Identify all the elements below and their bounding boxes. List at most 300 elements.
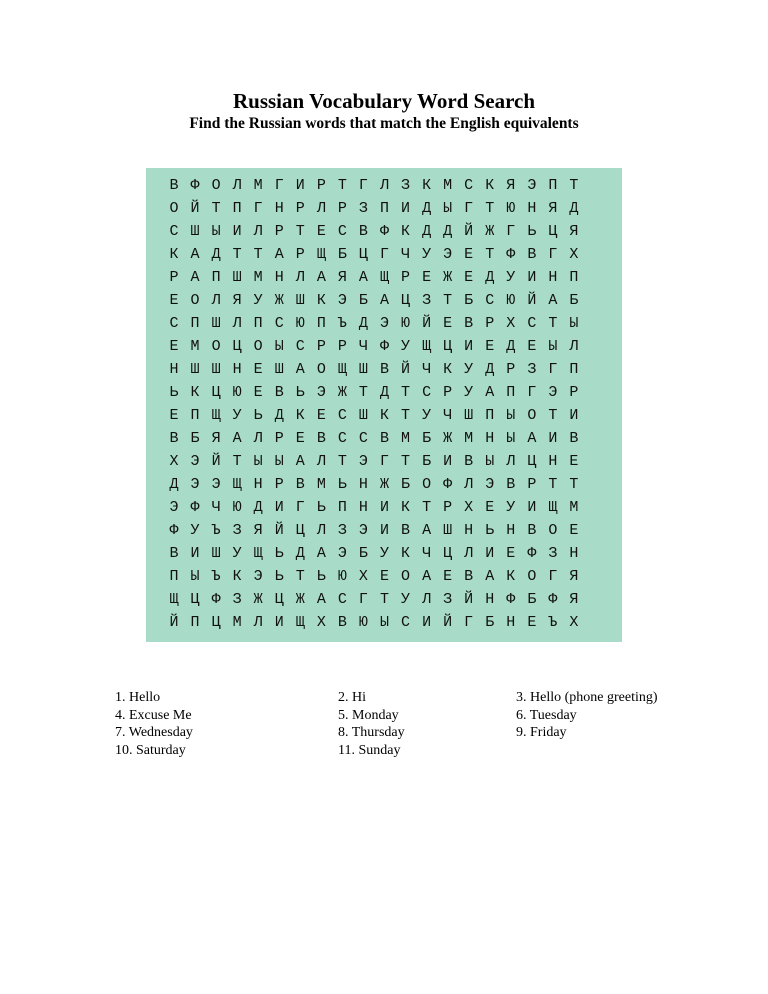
grid-letter[interactable]: Ф <box>548 591 558 608</box>
grid-letter[interactable]: Ч <box>422 361 432 378</box>
grid-letter[interactable]: Р <box>485 315 495 332</box>
grid-letter[interactable]: С <box>527 315 537 332</box>
grid-letter[interactable]: П <box>211 269 221 286</box>
grid-letter[interactable]: Б <box>190 430 200 447</box>
grid-letter[interactable]: Я <box>232 292 242 309</box>
grid-letter[interactable]: Ю <box>358 614 368 631</box>
grid-letter[interactable]: В <box>169 177 179 194</box>
grid-letter[interactable]: Т <box>569 177 579 194</box>
grid-letter[interactable]: Д <box>485 269 495 286</box>
grid-letter[interactable]: И <box>464 338 474 355</box>
grid-letter[interactable]: У <box>401 338 411 355</box>
grid-letter[interactable]: Л <box>232 177 242 194</box>
grid-letter[interactable]: Э <box>169 499 179 516</box>
grid-letter[interactable]: Л <box>464 476 474 493</box>
grid-letter[interactable]: Ч <box>401 246 411 263</box>
grid-letter[interactable]: Б <box>422 453 432 470</box>
grid-letter[interactable]: С <box>169 315 179 332</box>
grid-letter[interactable]: Ф <box>506 591 516 608</box>
grid-letter[interactable]: Л <box>253 614 263 631</box>
grid-letter[interactable]: И <box>443 453 453 470</box>
grid-letter[interactable]: Ь <box>527 223 537 240</box>
grid-letter[interactable]: С <box>169 223 179 240</box>
grid-letter[interactable]: Е <box>169 292 179 309</box>
grid-letter[interactable]: А <box>190 246 200 263</box>
grid-letter[interactable]: А <box>422 522 432 539</box>
grid-letter[interactable]: Й <box>169 614 179 631</box>
grid-letter[interactable]: К <box>169 246 179 263</box>
grid-letter[interactable]: Я <box>211 430 221 447</box>
grid-letter[interactable]: Э <box>337 292 347 309</box>
grid-letter[interactable]: Ф <box>211 591 221 608</box>
grid-letter[interactable]: Т <box>337 453 347 470</box>
grid-letter[interactable]: Ф <box>379 338 389 355</box>
grid-letter[interactable]: Т <box>295 223 305 240</box>
grid-letter[interactable]: К <box>232 568 242 585</box>
grid-letter[interactable]: Г <box>274 177 284 194</box>
grid-letter[interactable]: Д <box>274 407 284 424</box>
grid-letter[interactable]: Э <box>443 246 453 263</box>
grid-letter[interactable]: С <box>337 223 347 240</box>
grid-letter[interactable]: В <box>379 430 389 447</box>
grid-letter[interactable]: Д <box>506 338 516 355</box>
grid-letter[interactable]: Э <box>211 476 221 493</box>
grid-letter[interactable]: Э <box>190 453 200 470</box>
grid-letter[interactable]: Ц <box>211 384 221 401</box>
grid-letter[interactable]: Т <box>401 384 411 401</box>
grid-letter[interactable]: Т <box>379 591 389 608</box>
grid-letter[interactable]: Э <box>190 476 200 493</box>
grid-letter[interactable]: О <box>316 361 326 378</box>
grid-letter[interactable]: Х <box>569 614 579 631</box>
grid-letter[interactable]: С <box>274 315 284 332</box>
grid-letter[interactable]: Й <box>443 614 453 631</box>
grid-letter[interactable]: Б <box>358 292 368 309</box>
grid-letter[interactable]: В <box>316 430 326 447</box>
grid-letter[interactable]: Н <box>464 522 474 539</box>
grid-letter[interactable]: Щ <box>232 476 242 493</box>
grid-letter[interactable]: Ь <box>253 407 263 424</box>
grid-letter[interactable]: Ж <box>274 292 284 309</box>
grid-letter[interactable]: А <box>316 545 326 562</box>
grid-letter[interactable]: Т <box>548 315 558 332</box>
grid-letter[interactable]: Ц <box>443 545 453 562</box>
grid-letter[interactable]: Й <box>422 315 432 332</box>
grid-letter[interactable]: С <box>295 338 305 355</box>
grid-letter[interactable]: Е <box>485 499 495 516</box>
grid-letter[interactable]: Ь <box>485 522 495 539</box>
grid-letter[interactable]: И <box>190 545 200 562</box>
grid-letter[interactable]: Я <box>548 200 558 217</box>
grid-letter[interactable]: Л <box>295 269 305 286</box>
grid-letter[interactable]: Й <box>527 292 537 309</box>
grid-letter[interactable]: А <box>295 361 305 378</box>
grid-letter[interactable]: Э <box>527 177 537 194</box>
grid-letter[interactable]: Р <box>295 200 305 217</box>
grid-letter[interactable]: О <box>169 200 179 217</box>
grid-letter[interactable]: П <box>253 315 263 332</box>
grid-letter[interactable]: И <box>274 614 284 631</box>
grid-letter[interactable]: В <box>464 568 474 585</box>
grid-letter[interactable]: Т <box>422 499 432 516</box>
grid-letter[interactable]: П <box>506 384 516 401</box>
grid-letter[interactable]: Ц <box>232 338 242 355</box>
grid-letter[interactable]: Т <box>485 200 495 217</box>
grid-letter[interactable]: Л <box>506 453 516 470</box>
grid-letter[interactable]: Э <box>358 453 368 470</box>
grid-letter[interactable]: Ч <box>443 407 453 424</box>
grid-letter[interactable]: Л <box>211 292 221 309</box>
grid-letter[interactable]: М <box>253 177 263 194</box>
grid-letter[interactable]: Т <box>548 476 558 493</box>
grid-letter[interactable]: Ж <box>443 430 453 447</box>
grid-letter[interactable]: М <box>190 338 200 355</box>
grid-letter[interactable]: Ш <box>211 361 221 378</box>
grid-letter[interactable]: Щ <box>379 269 389 286</box>
grid-letter[interactable]: Б <box>569 292 579 309</box>
grid-letter[interactable]: Р <box>274 476 284 493</box>
grid-letter[interactable]: У <box>464 361 474 378</box>
grid-letter[interactable]: Й <box>274 522 284 539</box>
grid-letter[interactable]: Ь <box>337 476 347 493</box>
grid-letter[interactable]: П <box>190 614 200 631</box>
grid-letter[interactable]: Ы <box>506 407 516 424</box>
grid-letter[interactable]: И <box>548 430 558 447</box>
grid-letter[interactable]: З <box>337 522 347 539</box>
grid-letter[interactable]: Р <box>274 223 284 240</box>
grid-letter[interactable]: М <box>443 177 453 194</box>
grid-letter[interactable]: Р <box>401 269 411 286</box>
grid-letter[interactable]: Й <box>211 453 221 470</box>
grid-letter[interactable]: Н <box>358 476 368 493</box>
grid-letter[interactable]: Ъ <box>548 614 558 631</box>
grid-letter[interactable]: Н <box>548 453 558 470</box>
grid-letter[interactable]: Е <box>527 614 537 631</box>
grid-letter[interactable]: Е <box>169 338 179 355</box>
grid-letter[interactable]: Н <box>569 545 579 562</box>
grid-letter[interactable]: В <box>401 522 411 539</box>
grid-letter[interactable]: Е <box>295 430 305 447</box>
grid-letter[interactable]: М <box>569 499 579 516</box>
grid-letter[interactable]: Л <box>569 338 579 355</box>
grid-letter[interactable]: Ы <box>190 568 200 585</box>
grid-letter[interactable]: Д <box>379 384 389 401</box>
grid-letter[interactable]: Д <box>169 476 179 493</box>
grid-letter[interactable]: А <box>548 292 558 309</box>
grid-letter[interactable]: Б <box>337 246 347 263</box>
grid-letter[interactable]: Ц <box>401 292 411 309</box>
grid-letter[interactable]: Ш <box>274 361 284 378</box>
grid-letter[interactable]: Е <box>569 453 579 470</box>
grid-letter[interactable]: Э <box>253 568 263 585</box>
grid-letter[interactable]: Ъ <box>337 315 347 332</box>
grid-letter[interactable]: Щ <box>337 361 347 378</box>
grid-letter[interactable]: Н <box>358 499 368 516</box>
grid-letter[interactable]: Щ <box>316 246 326 263</box>
grid-letter[interactable]: А <box>274 246 284 263</box>
grid-letter[interactable]: А <box>527 430 537 447</box>
grid-letter[interactable]: З <box>527 361 537 378</box>
grid-letter[interactable]: Е <box>169 407 179 424</box>
grid-letter[interactable]: Ю <box>232 384 242 401</box>
grid-letter[interactable]: П <box>548 177 558 194</box>
grid-letter[interactable]: Л <box>253 430 263 447</box>
grid-letter[interactable]: Д <box>422 200 432 217</box>
grid-letter[interactable]: М <box>253 269 263 286</box>
grid-letter[interactable]: О <box>527 407 537 424</box>
grid-letter[interactable]: К <box>443 361 453 378</box>
grid-letter[interactable]: Ъ <box>211 568 221 585</box>
grid-letter[interactable]: В <box>337 614 347 631</box>
grid-letter[interactable]: В <box>527 246 537 263</box>
grid-letter[interactable]: Ц <box>190 591 200 608</box>
grid-letter[interactable]: Д <box>569 200 579 217</box>
grid-letter[interactable]: Т <box>232 453 242 470</box>
grid-letter[interactable]: У <box>422 246 432 263</box>
grid-letter[interactable]: Ж <box>485 223 495 240</box>
grid-letter[interactable]: Е <box>253 384 263 401</box>
grid-letter[interactable]: Т <box>485 246 495 263</box>
grid-letter[interactable]: Ы <box>211 223 221 240</box>
grid-letter[interactable]: Т <box>253 246 263 263</box>
grid-letter[interactable]: Р <box>443 384 453 401</box>
grid-letter[interactable]: К <box>379 407 389 424</box>
grid-letter[interactable]: Н <box>506 614 516 631</box>
grid-letter[interactable]: Я <box>569 591 579 608</box>
grid-letter[interactable]: Ы <box>253 453 263 470</box>
grid-letter[interactable]: Т <box>358 384 368 401</box>
grid-letter[interactable]: Я <box>337 269 347 286</box>
grid-letter[interactable]: Ю <box>401 315 411 332</box>
grid-letter[interactable]: Е <box>569 522 579 539</box>
grid-letter[interactable]: Э <box>316 384 326 401</box>
grid-letter[interactable]: В <box>295 476 305 493</box>
grid-letter[interactable]: К <box>401 545 411 562</box>
grid-letter[interactable]: К <box>316 292 326 309</box>
grid-letter[interactable]: О <box>190 292 200 309</box>
grid-letter[interactable]: У <box>506 499 516 516</box>
grid-letter[interactable]: И <box>379 522 389 539</box>
grid-letter[interactable]: Я <box>569 223 579 240</box>
grid-letter[interactable]: Ж <box>337 384 347 401</box>
grid-letter[interactable]: Н <box>485 430 495 447</box>
grid-letter[interactable]: Ц <box>295 522 305 539</box>
grid-letter[interactable]: Г <box>548 246 558 263</box>
grid-letter[interactable]: Ь <box>316 499 326 516</box>
grid-letter[interactable]: У <box>506 269 516 286</box>
grid-letter[interactable]: Э <box>358 522 368 539</box>
grid-letter[interactable]: Я <box>506 177 516 194</box>
grid-letter[interactable]: Д <box>253 499 263 516</box>
grid-letter[interactable]: Г <box>358 591 368 608</box>
grid-letter[interactable]: С <box>464 177 474 194</box>
grid-letter[interactable]: Г <box>464 200 474 217</box>
grid-letter[interactable]: Е <box>464 269 474 286</box>
grid-letter[interactable]: Ь <box>274 545 284 562</box>
grid-letter[interactable]: И <box>485 545 495 562</box>
grid-letter[interactable]: Щ <box>253 545 263 562</box>
grid-letter[interactable]: У <box>232 545 242 562</box>
grid-letter[interactable]: Ч <box>358 338 368 355</box>
grid-letter[interactable]: Г <box>379 453 389 470</box>
grid-letter[interactable]: Г <box>527 384 537 401</box>
grid-letter[interactable]: Я <box>569 568 579 585</box>
grid-letter[interactable]: Ш <box>232 269 242 286</box>
grid-letter[interactable]: Ш <box>211 315 221 332</box>
grid-letter[interactable]: Е <box>527 338 537 355</box>
grid-letter[interactable]: Ф <box>190 499 200 516</box>
grid-letter[interactable]: Я <box>253 522 263 539</box>
grid-letter[interactable]: А <box>358 269 368 286</box>
grid-letter[interactable]: Р <box>169 269 179 286</box>
grid-letter[interactable]: Ъ <box>211 522 221 539</box>
grid-letter[interactable]: Щ <box>422 338 432 355</box>
grid-letter[interactable]: К <box>506 568 516 585</box>
grid-letter[interactable]: Б <box>401 476 411 493</box>
grid-letter[interactable]: И <box>401 200 411 217</box>
grid-letter[interactable]: Й <box>190 200 200 217</box>
grid-letter[interactable]: С <box>337 430 347 447</box>
grid-letter[interactable]: М <box>232 614 242 631</box>
grid-letter[interactable]: С <box>401 614 411 631</box>
grid-letter[interactable]: А <box>190 269 200 286</box>
grid-letter[interactable]: М <box>401 430 411 447</box>
grid-letter[interactable]: К <box>190 384 200 401</box>
grid-letter[interactable]: Ф <box>443 476 453 493</box>
grid-letter[interactable]: И <box>232 223 242 240</box>
grid-letter[interactable]: И <box>274 499 284 516</box>
grid-letter[interactable]: Д <box>358 315 368 332</box>
grid-letter[interactable]: В <box>464 453 474 470</box>
grid-letter[interactable]: Л <box>316 200 326 217</box>
grid-letter[interactable]: И <box>422 614 432 631</box>
grid-letter[interactable]: У <box>401 591 411 608</box>
grid-letter[interactable]: Ф <box>169 522 179 539</box>
grid-letter[interactable]: Е <box>506 545 516 562</box>
grid-letter[interactable]: И <box>295 177 305 194</box>
grid-letter[interactable]: Н <box>274 269 284 286</box>
grid-letter[interactable]: С <box>337 591 347 608</box>
grid-letter[interactable]: Т <box>548 407 558 424</box>
grid-letter[interactable]: О <box>527 568 537 585</box>
grid-letter[interactable]: П <box>169 568 179 585</box>
grid-letter[interactable]: Э <box>379 315 389 332</box>
grid-letter[interactable]: У <box>464 384 474 401</box>
grid-letter[interactable]: Ы <box>506 430 516 447</box>
grid-letter[interactable]: П <box>316 315 326 332</box>
grid-letter[interactable]: Е <box>422 269 432 286</box>
grid-letter[interactable]: Ф <box>527 545 537 562</box>
grid-letter[interactable]: П <box>485 407 495 424</box>
grid-letter[interactable]: Ш <box>358 407 368 424</box>
grid-letter[interactable]: О <box>401 568 411 585</box>
grid-letter[interactable]: П <box>232 200 242 217</box>
grid-letter[interactable]: Щ <box>295 614 305 631</box>
grid-letter[interactable]: А <box>316 269 326 286</box>
grid-letter[interactable]: Х <box>316 614 326 631</box>
grid-letter[interactable]: И <box>379 499 389 516</box>
grid-letter[interactable]: К <box>401 223 411 240</box>
grid-letter[interactable]: Л <box>316 522 326 539</box>
grid-letter[interactable]: Г <box>379 246 389 263</box>
grid-letter[interactable]: О <box>211 338 221 355</box>
grid-letter[interactable]: Ы <box>443 200 453 217</box>
grid-letter[interactable]: В <box>569 430 579 447</box>
grid-letter[interactable]: З <box>443 591 453 608</box>
grid-letter[interactable]: Н <box>253 476 263 493</box>
grid-letter[interactable]: З <box>548 545 558 562</box>
grid-letter[interactable]: Ц <box>358 246 368 263</box>
grid-letter[interactable]: Б <box>527 591 537 608</box>
grid-letter[interactable]: А <box>316 591 326 608</box>
grid-letter[interactable]: Л <box>464 545 474 562</box>
grid-letter[interactable]: Х <box>464 499 474 516</box>
grid-letter[interactable]: Е <box>316 223 326 240</box>
grid-letter[interactable]: Г <box>548 568 558 585</box>
grid-letter[interactable]: Ф <box>190 177 200 194</box>
grid-letter[interactable]: Е <box>443 568 453 585</box>
grid-letter[interactable]: Л <box>379 177 389 194</box>
grid-letter[interactable]: А <box>485 384 495 401</box>
grid-letter[interactable]: О <box>253 338 263 355</box>
grid-letter[interactable]: У <box>422 407 432 424</box>
grid-letter[interactable]: З <box>232 591 242 608</box>
grid-letter[interactable]: Ю <box>337 568 347 585</box>
grid-letter[interactable]: У <box>232 407 242 424</box>
grid-letter[interactable]: З <box>358 200 368 217</box>
grid-letter[interactable]: Ч <box>422 545 432 562</box>
grid-letter[interactable]: П <box>569 269 579 286</box>
grid-letter[interactable]: О <box>548 522 558 539</box>
grid-letter[interactable]: Ч <box>211 499 221 516</box>
grid-letter[interactable]: И <box>527 499 537 516</box>
grid-letter[interactable]: Е <box>379 568 389 585</box>
grid-letter[interactable]: У <box>190 522 200 539</box>
grid-letter[interactable]: Ш <box>295 292 305 309</box>
grid-letter[interactable]: Э <box>548 384 558 401</box>
grid-letter[interactable]: Й <box>464 591 474 608</box>
grid-letter[interactable]: С <box>422 384 432 401</box>
grid-letter[interactable]: Ы <box>379 614 389 631</box>
grid-letter[interactable]: Н <box>274 200 284 217</box>
grid-letter[interactable]: Ы <box>274 453 284 470</box>
grid-letter[interactable]: Т <box>211 200 221 217</box>
grid-letter[interactable]: Е <box>485 338 495 355</box>
grid-letter[interactable]: Т <box>232 246 242 263</box>
grid-letter[interactable]: Р <box>569 384 579 401</box>
grid-letter[interactable]: Р <box>443 499 453 516</box>
grid-letter[interactable]: Т <box>443 292 453 309</box>
grid-letter[interactable]: Р <box>295 246 305 263</box>
grid-letter[interactable]: Н <box>506 522 516 539</box>
grid-letter[interactable]: Ь <box>169 384 179 401</box>
grid-letter[interactable]: Х <box>506 315 516 332</box>
grid-letter[interactable]: В <box>169 545 179 562</box>
grid-letter[interactable]: А <box>295 453 305 470</box>
grid-letter[interactable]: Р <box>337 338 347 355</box>
grid-letter[interactable]: Ш <box>211 545 221 562</box>
grid-letter[interactable]: Ы <box>569 315 579 332</box>
grid-letter[interactable]: Й <box>401 361 411 378</box>
grid-letter[interactable]: Г <box>548 361 558 378</box>
grid-letter[interactable]: Д <box>295 545 305 562</box>
grid-letter[interactable]: Л <box>316 453 326 470</box>
grid-letter[interactable]: Д <box>485 361 495 378</box>
grid-letter[interactable]: Н <box>527 200 537 217</box>
grid-letter[interactable]: Б <box>485 614 495 631</box>
grid-letter[interactable]: В <box>506 476 516 493</box>
grid-letter[interactable]: А <box>422 568 432 585</box>
